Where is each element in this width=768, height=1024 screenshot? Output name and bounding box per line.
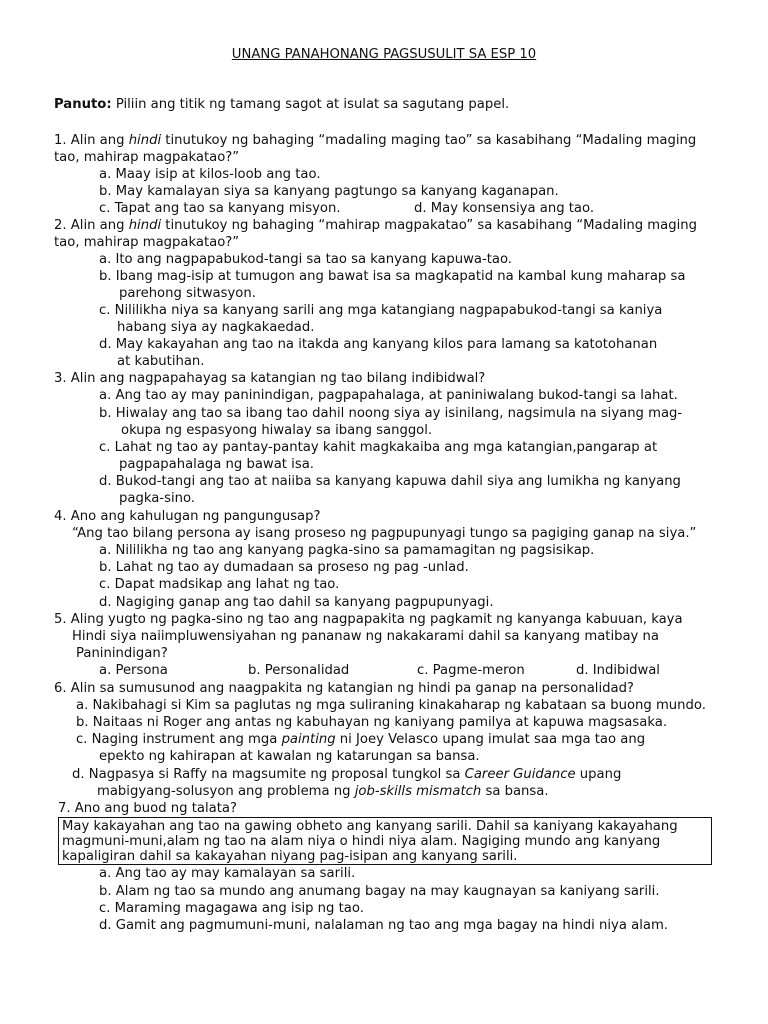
q3-stem: 3. Alin ang nagpapahayag sa katangian ng tao bilang indibidwal?: [54, 371, 486, 386]
q1-stem-part2: tinutukoy ng bahaging “madaling maging tao” sa kasabihang “Madaling maging: [161, 133, 697, 148]
q2-emphasis: hindi: [128, 218, 162, 233]
q7-passage-line3: kapaligiran dahil sa kakayahan niyang pag-isipan ang kanyang sarili.: [62, 849, 518, 864]
q3-choice-d-line1: d. Bukod-tangi ang tao at naiiba sa kanyang kapuwa dahil siya ang lumikha ng kanyang: [99, 474, 681, 489]
q5-stem-line3: Paninindigan?: [76, 646, 168, 661]
q6-d-part1: d. Nagpasya si Raffy na magsumite ng proposal tungkol sa: [72, 767, 465, 782]
q4-choice-c: c. Dapat madsikap ang lahat ng tao.: [99, 577, 340, 592]
q5-stem-line1: 5. Aling yugto ng pagka-sino ng tao ang nagpapakita ng pagkamit ng kanyanga kabuuan, kaya: [54, 612, 683, 627]
q2-stem-line2: tao, mahirap magpakatao?”: [54, 235, 240, 250]
q2-choice-a: a. Ito ang nagpapabukod-tangi sa tao sa kanyang kapuwa-tao.: [99, 252, 513, 267]
q1-stem-part1: 1. Alin ang: [54, 133, 129, 148]
q1-choice-b: b. May kamalayan siya sa kanyang pagtungo sa kanyang kaganapan.: [99, 184, 559, 199]
q5-choice-b: b. Personalidad: [248, 663, 350, 678]
q7-passage-line2: magmuni-muni,alam ng tao na alam niya o hindi niya alam. Nagiging mundo ang kanyang: [62, 834, 661, 849]
q4-stem: 4. Ano ang kahulugan ng pangungusap?: [54, 509, 321, 524]
q5-choice-a: a. Persona: [99, 663, 168, 678]
instructions-text: Piliin ang titik ng tamang sagot at isulat sa sagutang papel.: [111, 97, 510, 112]
q4-choice-d: d. Nagiging ganap ang tao dahil sa kanyang pagpupunyagi.: [99, 595, 494, 610]
q6-choice-d-line2: [97, 783, 549, 800]
q2-choice-d-line2: at kabutihan.: [117, 354, 205, 369]
q6-d2-part1: mabigyang-solusyon ang problema ng: [97, 784, 355, 799]
instructions: [54, 96, 509, 113]
q7-choice-c: c. Maraming magagawa ang isip ng tao.: [99, 901, 364, 916]
q1-choice-c: c. Tapat ang tao sa kanyang misyon.: [99, 201, 341, 216]
q7-passage-line1: May kakayahan ang tao na gawing obheto ang kanyang sarili. Dahil sa kaniyang kakayahang: [62, 819, 678, 834]
q2-choice-c-line1: c. Nililikha niya sa kanyang sarili ang mga katangiang nagpapabukod-tangi sa kaniya: [99, 303, 663, 318]
q4-quote: “Ang tao bilang persona ay isang proseso ng pagpupunyagi tungo sa pagiging ganap na siya.”: [72, 526, 697, 541]
q6-c-part1: c. Naging instrument ang mga: [76, 732, 282, 747]
q2-choice-b-line2: parehong sitwasyon.: [119, 286, 256, 301]
q1-stem-line2: tao, mahirap magpakatao?”: [54, 150, 240, 165]
exam-title: UNANG PANAHONANG PAGSUSULIT SA ESP 10: [231, 47, 537, 62]
q2-stem-part1: 2. Alin ang: [54, 218, 129, 233]
q1-emphasis: hindi: [128, 133, 162, 148]
q3-choice-b-line1: b. Hiwalay ang tao sa ibang tao dahil noong siya ay isinilang, nagsimula na siyang mag-: [99, 406, 683, 421]
q1-choice-d: d. May konsensiya ang tao.: [414, 201, 595, 216]
q6-d-part2: upang: [575, 767, 622, 782]
q7-choice-a: a. Ang tao ay may kamalayan sa sarili.: [99, 866, 356, 881]
q2-choice-d-line1: d. May kakayahan ang tao na itakda ang kanyang kilos para lamang sa katotohanan: [99, 337, 658, 352]
q6-c-part2: ni Joey Velasco upang imulat saa mga tao ang: [335, 732, 646, 747]
q5-choice-c: c. Pagme-meron: [417, 663, 525, 678]
q1-choice-a: a. Maay isip at kilos-loob ang tao.: [99, 167, 321, 182]
q5-choice-d: d. Indibidwal: [576, 663, 660, 678]
q6-d2-part2: sa bansa.: [481, 784, 549, 799]
instructions-label: Panuto:: [54, 97, 112, 112]
q6-choice-c-line1: [76, 731, 645, 748]
q6-c-emphasis: painting: [281, 732, 336, 747]
q3-choice-d-line2: pagka-sino.: [119, 491, 195, 506]
q4-choice-b: b. Lahat ng tao ay dumadaan sa proseso ng pag -unlad.: [99, 560, 469, 575]
q6-choice-a: a. Nakibahagi si Kim sa paglutas ng mga suliraning kinakaharap ng kabataan sa buong mundo.: [76, 698, 706, 713]
q4-choice-a: a. Nililikha ng tao ang kanyang pagka-sino sa pamamagitan ng pagsisikap.: [99, 543, 595, 558]
q2-stem-part2: tinutukoy ng bahaging “mahirap magpakatao” sa kasabihang “Madaling maging: [161, 218, 697, 233]
q6-choice-d-line1: [72, 766, 621, 783]
q6-stem: 6. Alin sa sumusunod ang naagpakita ng katangian ng hindi pa ganap na personalidad?: [54, 681, 634, 696]
q3-choice-a: a. Ang tao ay may paninindigan, pagpapahalaga, at paniniwalang bukod-tangi sa lahat.: [99, 388, 678, 403]
q7-stem: 7. Ano ang buod ng talata?: [58, 801, 237, 816]
q5-stem-line2: Hindi siya naiimpluwensiyahan ng pananaw ng nakakarami dahil sa kanyang matibay na: [72, 629, 659, 644]
q2-choice-c-line2: habang siya ay nagkakaedad.: [117, 320, 315, 335]
q3-choice-c-line1: c. Lahat ng tao ay pantay-pantay kahit magkakaiba ang mga katangian,pangarap at: [99, 440, 658, 455]
q6-d-emphasis: Career Guidance: [464, 767, 576, 782]
q3-choice-c-line2: pagpapahalaga ng bawat isa.: [119, 457, 314, 472]
q6-choice-c-line2: epekto ng kahirapan at kawalan ng katarungan sa bansa.: [99, 749, 480, 764]
q7-choice-b: b. Alam ng tao sa mundo ang anumang bagay na may kaugnayan sa kaniyang sarili.: [99, 884, 660, 899]
q2-stem-line1: [54, 217, 697, 234]
q6-choice-b: b. Naitaas ni Roger ang antas ng kabuhayan ng kaniyang pamilya at kapuwa magsasaka.: [76, 715, 668, 730]
q7-choice-d: d. Gamit ang pagmumuni-muni, nalalaman ng tao ang mga bagay na hindi niya alam.: [99, 918, 668, 933]
q1-stem-line1: [54, 132, 696, 149]
q3-choice-b-line2: okupa ng espasyong hiwalay sa ibang sanggol.: [121, 423, 433, 438]
q6-d2-emphasis: job-skills mismatch: [354, 784, 482, 799]
q2-choice-b-line1: b. Ibang mag-isip at tumugon ang bawat isa sa magkapatid na kambal kung maharap sa: [99, 269, 686, 284]
